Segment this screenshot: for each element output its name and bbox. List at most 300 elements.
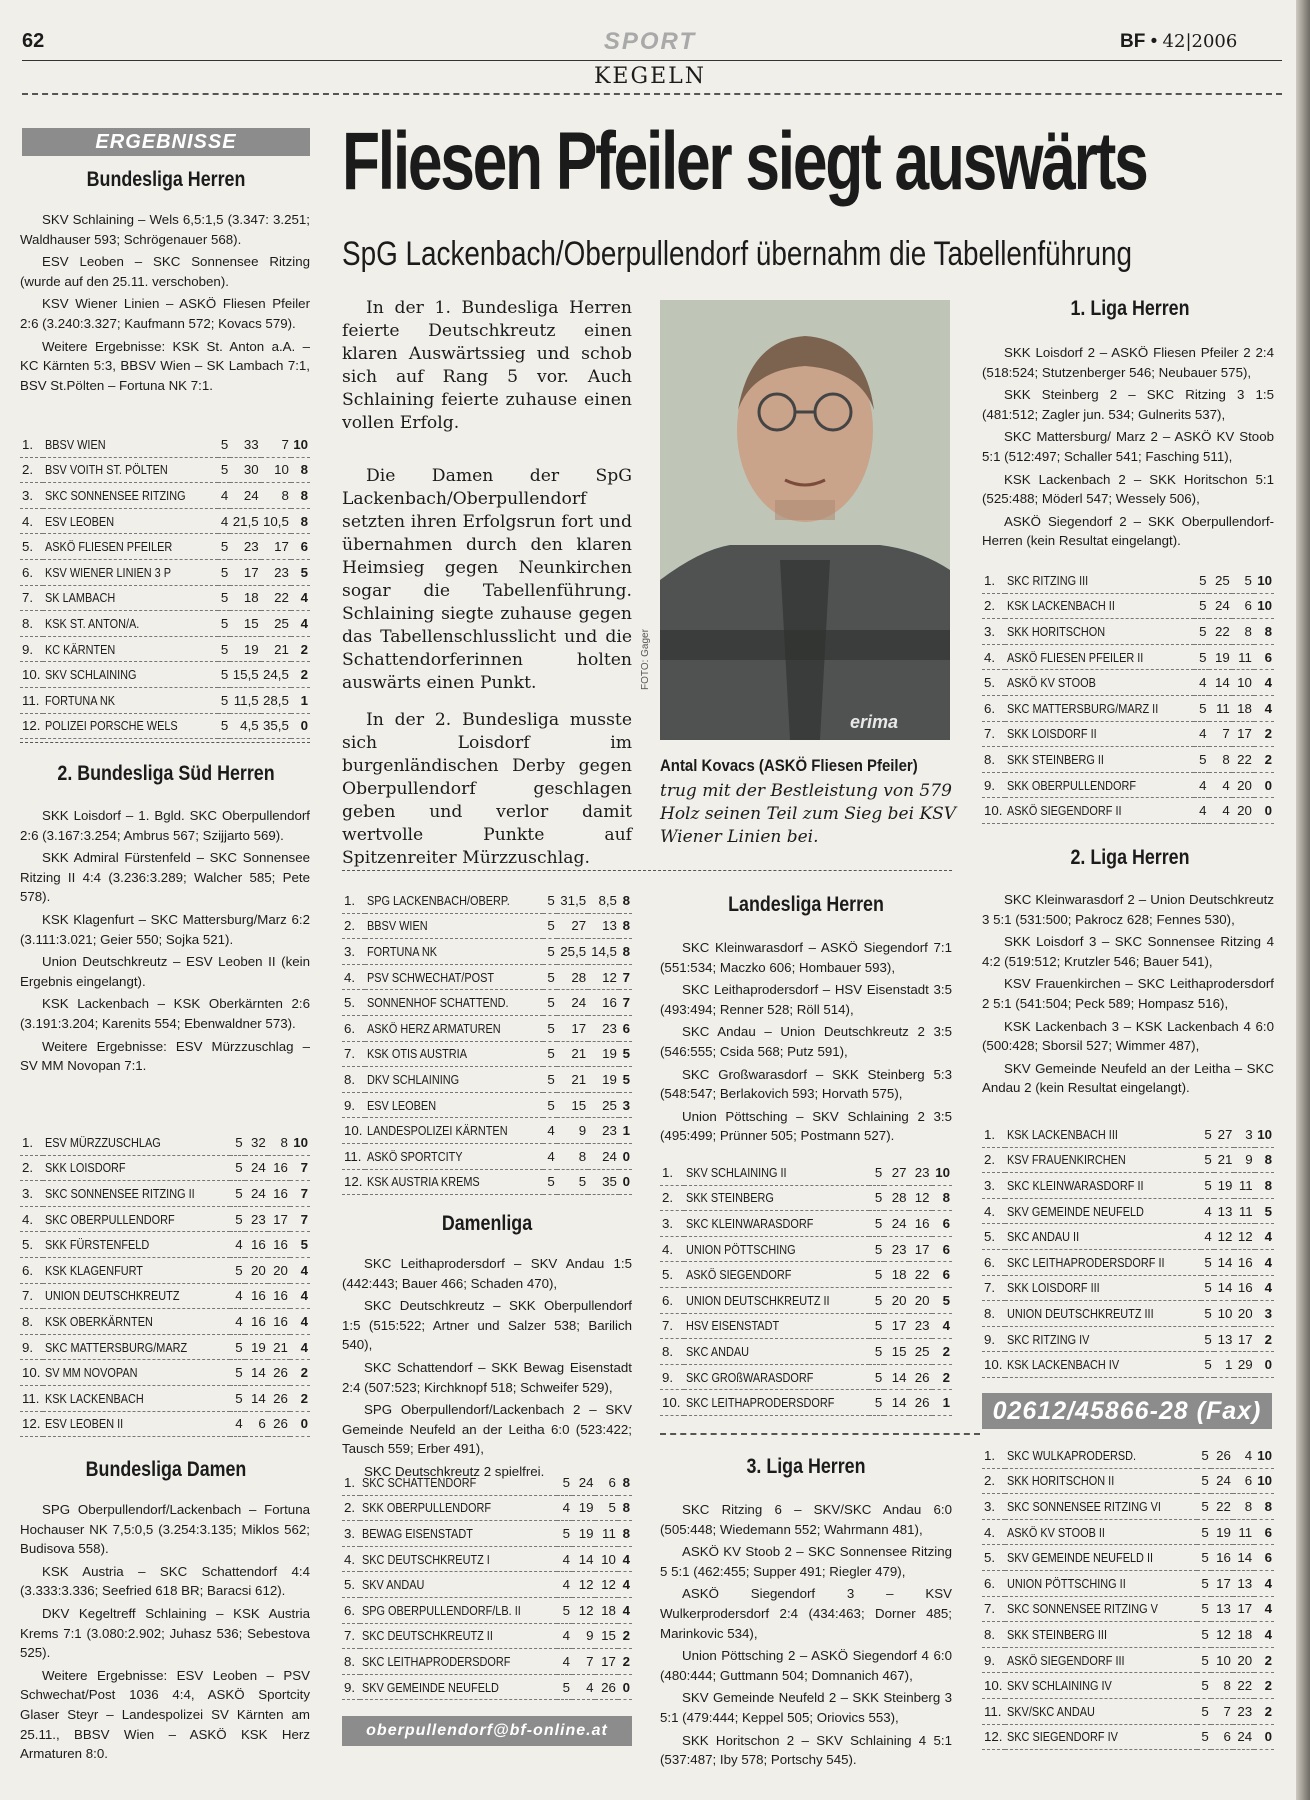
standings-games-text: 5 [235,1160,243,1176]
standings-against [588,990,619,1016]
standings-against-text: 6 [1244,1473,1253,1489]
standings-team-text: SKC RITZING IV [1006,1331,1090,1347]
standings-rank-text: 2. [22,1160,34,1176]
standings-row [982,1326,1274,1352]
standings-team [43,1334,230,1360]
standings-against [1233,1468,1254,1494]
standings-row [20,1309,310,1335]
standings-team [43,1181,230,1207]
standings-team-text: SKC SCHATTENDORF [361,1474,476,1490]
standings-points-text: 2 [300,1365,308,1381]
portrait-illustration [660,300,950,740]
standings-against-text: 5 [608,1500,616,1516]
standings-rank [20,1155,43,1181]
result-line: SKK Steinberg 2 – SKC Ritzing 3 1:5 (481:512; Zagler jun. 534; Gulnerits 537), [982,387,1274,422]
standings-points-text: 2 [300,641,308,657]
standings-team [360,1521,558,1547]
standings-rank [20,1206,43,1232]
standings-against [1234,1301,1254,1327]
standings-for-text: 24 [571,995,587,1011]
standings-row [342,1169,632,1195]
standings-against-text: 13 [602,918,617,934]
standings-games [1197,1519,1211,1545]
standings-games-text: 5 [1201,1601,1209,1617]
standings-for-text: 13 [1217,1203,1233,1219]
standings-against-text: 24 [602,1148,617,1164]
standings-points-text: 10 [1257,1447,1272,1463]
standings-games [1197,1724,1211,1750]
standings-for [1209,593,1232,619]
standings-rank [982,619,1005,645]
standings-rank-text: 5. [984,675,996,691]
standings-games [218,611,230,637]
result-line: ASKÖ Siegendorf 2 – SKK Oberpullendorf-Herren (kein Resultat eingelangt). [982,513,1274,549]
standings-games-text: 5 [562,1679,570,1695]
standings-team [684,1364,869,1390]
standings-points-text: 8 [622,892,630,908]
standings-row [982,1494,1274,1520]
standings-against-text: 12 [601,1577,616,1593]
standings-team-text: KSV WIENER LINIEN 3 P [44,564,171,580]
standings-games [1201,1173,1214,1199]
standings-for [572,1572,596,1598]
standings-points [618,1572,632,1598]
standings-table [660,1160,952,1416]
standings-against-text: 9 [1245,1152,1253,1168]
standings-team-text: SKC SONNENSEE RITZING II [45,1185,196,1201]
standings-against [595,1623,617,1649]
standings-games [869,1287,885,1313]
standings-for-text: 16 [250,1288,266,1304]
email-label[interactable]: oberpullendorf@bf-online.at [342,1716,632,1746]
standings-for-text: 16 [250,1237,266,1253]
standings-rank-text: 11. [22,692,40,708]
standings-team-text: ASKÖ HERZ ARMATUREN [367,1020,501,1036]
standings-team-text: ASKÖ FLIESEN PFEILER II [1007,649,1144,665]
standings-against-text: 23 [602,1123,617,1139]
photo-caption-text: trug mit der Bestleistung von 579 Holz seinen Teil zum Sieg bei KSV Wiener Linien bei. [660,781,957,847]
standings-points [1254,593,1274,619]
section-title-landesliga: Landesliga Herren [728,893,884,916]
standings-for [884,1287,908,1313]
standings-points-text: 6 [622,1020,630,1036]
divider [20,742,310,743]
standings-against-text: 35 [602,1174,617,1190]
standings-team [43,534,218,560]
result-line: Union Pöttsching 2 – ASKÖ Siegendorf 4 6:0 (480:444; Guttmann 504; Domnanich 467), [660,1648,952,1683]
standings-points [932,1313,952,1339]
standings-against-text: 17 [1237,1601,1253,1617]
standings-for-text: 10 [1217,1305,1233,1321]
standings-rank [20,534,43,560]
standings-team [1005,1622,1197,1648]
standings-points [932,1262,952,1288]
standings-team [43,1257,230,1283]
standings-for-text: 15 [243,615,259,631]
standings-games-text: 4 [1199,803,1207,819]
standings-rank [20,713,43,739]
standings-rank-text: 7. [344,1628,356,1644]
standings-for [245,1385,268,1411]
standings-points-text: 2 [1264,751,1272,767]
standings-team-text: SKV GEMEINDE NEUFELD [361,1679,499,1695]
standings-rank [20,1257,43,1283]
standings-against [909,1211,932,1237]
standings-against-text: 23 [914,1318,930,1334]
standings-against [909,1262,932,1288]
standings-against [268,1411,290,1437]
standings-team-text: SKK STEINBERG [685,1190,774,1206]
standings-against-text: 6 [1244,598,1252,614]
standings-points [290,1283,310,1309]
standings-rank-text: 4. [22,1211,34,1227]
standings-against [588,1067,619,1093]
standings-row [20,611,310,637]
standings-for [1214,1198,1235,1224]
standings-against [261,713,291,739]
standings-team [1005,619,1193,645]
standings-for [245,1411,268,1437]
standings-rank [982,1519,1005,1545]
standings-team-text: SKC SIEGENDORF IV [1007,1729,1119,1745]
standings-rank-text: 3. [984,623,996,639]
standings-rank [20,585,43,611]
results-1-liga-herren [982,343,1274,554]
standings-rank-text: 2. [344,1500,356,1516]
standings-team-text: SONNENHOF SCHATTEND. [367,995,509,1011]
standings-points-text: 0 [622,1174,630,1190]
results-2-bundesliga-sued [20,806,310,1079]
standings-points-text: 0 [1264,803,1272,819]
standings-games [230,1206,245,1232]
standings-for [1214,1352,1235,1378]
result-line: Union Deutschkreutz – ESV Leoben II (kein Ergebnis eingelangt). [20,954,310,989]
standings-team [1005,1647,1197,1673]
page-number: 62 [22,30,45,52]
standings-for [884,1160,908,1185]
standings-rank [20,662,43,688]
standings-points [619,939,632,965]
standings-team [365,1143,543,1169]
standings-points [619,888,632,913]
standings-row [342,1118,632,1144]
standings-team [43,1385,230,1411]
standings-rank-text: 2. [984,1473,996,1489]
result-line: SKK Loisdorf – 1. Bgld. SKC Oberpullendorf 2:6 (3.167:3.254; Ambrus 567; Szijjarto 569). [20,808,310,843]
standings-against [1233,1494,1254,1520]
standings-games [869,1390,885,1416]
standings-team-text: DKV SCHLAINING [367,1071,460,1087]
standings-games [543,939,556,965]
standings-points-text: 2 [1264,1678,1272,1694]
standings-against-text: 35,5 [262,718,289,734]
standings-row [660,1313,952,1339]
result-line: KSV Frauenkirchen – SKC Leithaprodersdorf 2 5:1 (541:504; Peck 589; Hompasz 516), [982,976,1274,1011]
standings-points [290,1257,310,1283]
standings-rank-text: 3. [984,1177,996,1193]
standings-against-text: 23 [914,1164,930,1180]
standings-games-text: 5 [547,1097,555,1113]
standings-row [660,1185,952,1211]
standings-points-text: 1 [300,692,308,708]
result-line: Union Pöttsching – SKV Schlaining 2 3:5 (495:499; Prünner 505; Postmann 527). [660,1108,952,1144]
header-rule [22,60,1282,61]
results-landesliga [660,938,952,1149]
standings-games-text: 5 [874,1164,883,1180]
standings-for [245,1206,268,1232]
standings-games-text: 5 [235,1211,243,1227]
standings-rank-text: 4. [344,969,356,985]
table-damenliga [342,1470,632,1700]
standings-team [43,1411,230,1437]
standings-body [982,1122,1274,1377]
standings-against-text: 14 [1237,1550,1253,1566]
standings-for [245,1181,268,1207]
standings-rank-text: 1. [984,1447,996,1463]
standings-rank-text: 1. [662,1164,674,1180]
standings-games [218,559,230,585]
article-body-1: Die Damen der SpG Lackenbach/Oberpullendorf setzten ihren Erfolgsrun fort und übernahmen durch den klaren Heimsieg gegen Neunkirchen sogar die Tabellenführung. Schlaining siegte zuhause gegen das Tabellenschlusslicht und die Schattendorferinnen holten auswärts einen Punkt. [342,466,632,693]
standings-points-text: 8 [300,462,308,478]
standings-rank [342,888,365,913]
standings-rank [982,695,1005,721]
standings-row [982,747,1274,773]
standings-against [268,1206,290,1232]
standings-against-text: 8 [281,487,289,503]
standings-games [230,1155,245,1181]
standings-points [291,559,310,585]
standings-for [230,432,260,457]
standings-for [572,1495,596,1521]
standings-for [1209,772,1232,798]
standings-for-text: 13 [1216,1601,1231,1617]
standings-rank-text: 1. [344,1474,356,1490]
standings-points-text: 0 [1264,1729,1272,1745]
standings-rank [982,747,1005,773]
standings-row [342,1597,632,1623]
standings-rank [20,687,43,713]
standings-row [20,534,310,560]
standings-against [1233,1673,1254,1699]
standings-team-text: UNION PÖTTSCHING [685,1241,796,1257]
standings-games [1197,1622,1211,1648]
standings-row [342,990,632,1016]
standings-rank [982,772,1005,798]
result-line: KSK Lackenbach – KSK Oberkärnten 2:6 (3.191:3.204; Karenits 554; Ebenwaldner 573). [20,996,310,1031]
standings-against [268,1309,290,1335]
standings-for [884,1211,908,1237]
standings-games-text: 5 [235,1185,243,1201]
standings-rank [20,1232,43,1258]
standings-points-text: 6 [942,1241,950,1257]
standings-points-text: 10 [1257,572,1272,588]
standings-team [684,1339,869,1365]
standings-games-text: 5 [547,969,555,985]
standings-rank-text: 1. [984,572,996,588]
standings-games-text: 5 [874,1215,883,1231]
standings-rank [342,1521,360,1547]
standings-for [245,1283,268,1309]
standings-against-text: 23 [602,1020,617,1036]
standings-row [982,568,1274,593]
standings-against [1232,593,1254,619]
standings-points-text: 4 [1264,700,1272,716]
standings-for [1209,798,1232,824]
standings-games [1194,619,1209,645]
standings-games [869,1185,885,1211]
standings-rank [342,1546,360,1572]
standings-games [1194,721,1209,747]
standings-for-text: 24 [250,1160,266,1176]
standings-row [660,1160,952,1185]
standings-for [572,1623,596,1649]
standings-games-text: 5 [547,943,555,959]
standings-team [684,1262,869,1288]
standings-table [982,1122,1274,1378]
standings-against-text: 16 [273,1185,288,1201]
standings-team [43,636,218,662]
standings-row [20,1360,310,1386]
standings-team-text: SKC ANDAU [685,1343,749,1359]
standings-games-text: 4 [1204,1229,1212,1245]
standings-for-text: 19 [578,1525,594,1541]
standings-rank [982,1198,1005,1224]
table-2-liga-herren [982,1122,1274,1378]
standings-team-text: SK LAMBACH [44,590,115,606]
standings-row [982,644,1274,670]
standings-against [909,1339,932,1365]
standings-for-text: 20 [891,1292,907,1308]
standings-team [365,939,543,965]
standings-team-text: ESV LEOBEN [367,1097,437,1113]
standings-points [1254,798,1274,824]
standings-points [618,1674,632,1700]
standings-games [543,1143,556,1169]
standings-points-text: 7 [622,995,630,1011]
standings-against-text: 11 [1238,649,1252,665]
standings-team-text: LANDESPOLIZEI KÄRNTEN [367,1123,508,1139]
standings-row [982,1224,1274,1250]
standings-table [20,1130,310,1437]
standings-team [684,1313,869,1339]
result-line: SKK Admiral Fürstenfeld – SKC Sonnensee Ritzing II 4:4 (3.236:3.289; Walcher 585; Pete 578). [20,850,310,905]
standings-games [1194,695,1209,721]
standings-against [588,1041,619,1067]
standings-rank-text: 2. [22,462,34,478]
standings-team [365,1041,543,1067]
standings-against [1232,619,1254,645]
standings-for [1214,1122,1235,1147]
standings-against-text: 14,5 [591,943,617,959]
standings-games-text: 5 [547,995,555,1011]
standings-games-text: 5 [220,590,229,606]
standings-team-text: SKV GEMEINDE NEUFELD [1006,1203,1144,1219]
standings-games [230,1360,245,1386]
standings-team-text: BEWAG EISENSTADT [361,1525,473,1541]
standings-against [261,662,291,688]
standings-games-text: 4 [547,1123,555,1139]
standings-team [684,1160,869,1185]
section-title-bundesliga-damen: Bundesliga Damen [85,1458,247,1481]
standings-rank-text: 5. [662,1267,674,1283]
standings-points [932,1339,952,1365]
standings-games [1197,1698,1211,1724]
standings-rank [982,1596,1005,1622]
standings-team-text: SKC ANDAU II [1006,1229,1080,1245]
standings-team-text: ASKÖ FLIESEN PFEILER [44,539,172,555]
standings-team-text: SKK HORITSCHON II [1007,1473,1115,1489]
standings-points [1254,695,1274,721]
standings-team [360,1623,558,1649]
standings-rank-text: 1. [22,436,34,452]
standings-team-text: ASKÖ SIEGENDORF III [1007,1652,1125,1668]
standings-games [1201,1122,1214,1147]
standings-row [342,1495,632,1521]
standings-against-text: 13 [1237,1575,1253,1591]
standings-rank-text: 6. [984,700,996,716]
standings-team-text: SKV ANDAU [361,1577,424,1593]
standings-team-text: SKC LEITHAPRODERSDORF II [1006,1254,1165,1270]
standings-games-text: 5 [1201,1447,1209,1463]
standings-team-text: KSK OTIS AUSTRIA [367,1046,468,1062]
standings-against [1233,1570,1254,1596]
standings-team [1005,1249,1201,1275]
standings-team [1005,1301,1201,1327]
standings-against-text: 22 [1237,1678,1253,1694]
result-line: KSV Wiener Linien – ASKÖ Fliesen Pfeiler 2:6 (3.240:3.327; Kaufmann 572; Kovacs 579). [20,296,310,331]
standings-for-text: 4 [586,1679,594,1695]
standings-for-text: 13 [1217,1331,1233,1347]
standings-games-text: 5 [235,1390,243,1406]
standings-against-text: 20 [1237,777,1252,793]
standings-games-text: 5 [220,462,229,478]
subheadline: SpG Lackenbach/Oberpullendorf übernahm die Tabellenführung [342,235,1132,273]
standings-points-text: 8 [622,1525,630,1541]
standings-for-text: 8 [1223,1678,1231,1694]
standings-against [268,1181,290,1207]
standings-against-text: 11 [1238,1524,1253,1540]
standings-rank [982,1570,1005,1596]
standings-rank [342,1470,360,1495]
standings-games-text: 5 [1204,1280,1212,1296]
standings-points [290,1155,310,1181]
standings-games-text: 4 [235,1288,243,1304]
standings-against [1233,1545,1254,1571]
standings-for-text: 21,5 [232,513,259,529]
standings-against [261,559,291,585]
standings-points-text: 10 [1257,1473,1272,1489]
standings-rank [982,721,1005,747]
standings-games-text: 4 [1199,675,1207,691]
standings-against [1232,568,1254,593]
standings-for [557,888,588,913]
standings-against [261,534,291,560]
standings-row [342,1067,632,1093]
standings-against-text: 29 [1237,1357,1253,1373]
standings-for [572,1597,596,1623]
standings-games-text: 5 [1204,1357,1212,1373]
standings-points-text: 2 [622,1628,630,1644]
standings-rank [660,1211,684,1237]
standings-for-text: 19 [578,1500,594,1516]
result-line: SKC Kleinwarasdorf 2 – Union Deutschkreutz 3 5:1 (531:500; Pakrocz 628; Fennes 530), [982,892,1274,927]
result-line: ESV Leoben – SKC Sonnensee Ritzing (wurde auf den 25.11. verschoben). [20,254,310,289]
standings-rank-text: 7. [984,726,996,742]
standings-rank-text: 7. [22,590,34,606]
standings-games-text: 5 [547,1071,555,1087]
standings-team-text: KSK KLAGENFURT [45,1262,144,1278]
standings-games-text: 5 [1199,700,1207,716]
